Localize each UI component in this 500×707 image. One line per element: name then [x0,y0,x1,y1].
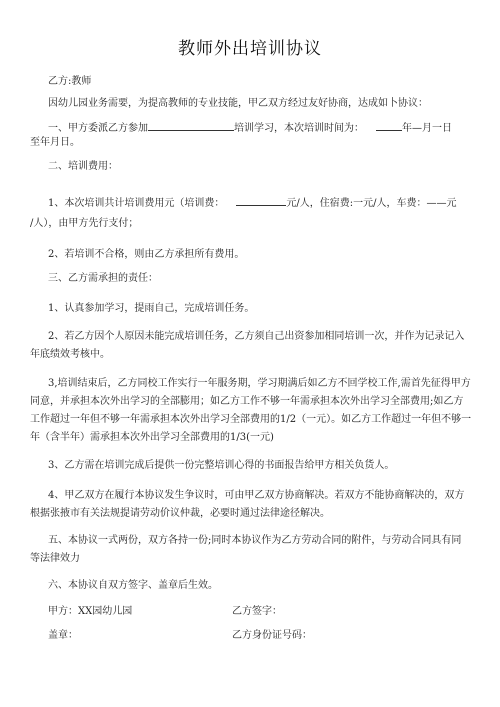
section-3-title: 三、乙方需承担的责任： [48,273,158,284]
duty-4: 3、乙方需在培训完成后提供一份完整培训心得的书面报告给甲方相关负货人。 [48,460,395,471]
start-year-blank [376,120,402,131]
clause-1-suffix: 年—月一日 [402,123,452,134]
duty-3-line-3: 工作超过一年但不够一年需承担本次外出学习全部费用的1/2（一元）。如乙方工作超过一年但不够一 [30,414,472,425]
duty-2-line-2: 年底绩效考核中。 [30,349,110,360]
seal-line: 盖章： [48,630,78,641]
duty-2-line-1: 2、若乙方因个人原因未能完成培训任务，乙方须自己出资参加相同培训一次，并作为记录记入 [48,331,465,342]
duty-3-line-1: 3,培训结束后，乙方同校工作实行一年服务期，学习期满后如乙方不回学校工作,需首先征得甲方 [48,378,471,389]
clause-1-line-1 [48,120,452,135]
fee-2: 2、若培训不合格，则由乙方承担所有费用。 [48,249,245,260]
clause-5-line-2: 等法律效力 [30,553,80,564]
fee-1-prefix: 1、本次培训共计培训费用元（培训费： [48,198,225,209]
duty-3-line-2: 同意，并承担本次外出学习的全部膨用；如乙方工作不够一年需承担本次外出学习全部费用;如乙方 [30,396,464,407]
document-title: 教师外出培训协议 [178,39,322,59]
clause-1-prefix: 一、甲方委派乙方参加 [48,123,148,134]
party-b-signature: 乙方签字： [232,606,282,617]
clause-5-line-1: 五、本协议一式两份，双方各持一份;同时本协议作为乙方劳动合同的附件，与劳动合同具有同 [48,535,462,546]
clause-4-line-2: 根据张掖市有关法规提请劳动价议仲裁，必要时通过法律途径解决。 [30,508,330,519]
clause-4-line-1: 4、甲乙双方在履行本协议发生争议时，可由甲乙双方协商解决。若双方不能协商解决的，双方 [48,490,465,501]
id-number-line: 乙方身份证号码： [232,630,312,641]
duty-3-line-4: 年（含半年）需承担本次外出学习全部费用的1/3(一元) [30,432,274,443]
training-fee-blank [236,195,286,206]
clause-6: 六、本协议自双方签字、盖章后生效。 [48,580,218,591]
training-name-blank [148,120,234,131]
clause-1-mid: 培训学习，本次培训时间为： [234,123,364,134]
party-a-signature: 甲方：XX园幼儿园 [48,606,133,617]
party-b-line: 乙方:教师 [48,76,92,87]
fee-1-line-1 [48,195,456,210]
fee-1-line-2: /人），由甲方先行支付； [30,218,139,229]
clause-1-line-2: 至年月日。 [30,137,80,148]
intro-paragraph: 因幼儿园业务需要，为提高教师的专业技能，甲乙双方经过友好协商，达成如卜协议： [48,98,428,109]
duty-1: 1、认真参加学习，提雨自己，完成培训任务。 [48,303,255,314]
fee-1-mid: 元/人，住宿费:一元/人，车费：——元 [286,198,457,209]
section-2-title: 二、培训费用： [48,161,118,172]
